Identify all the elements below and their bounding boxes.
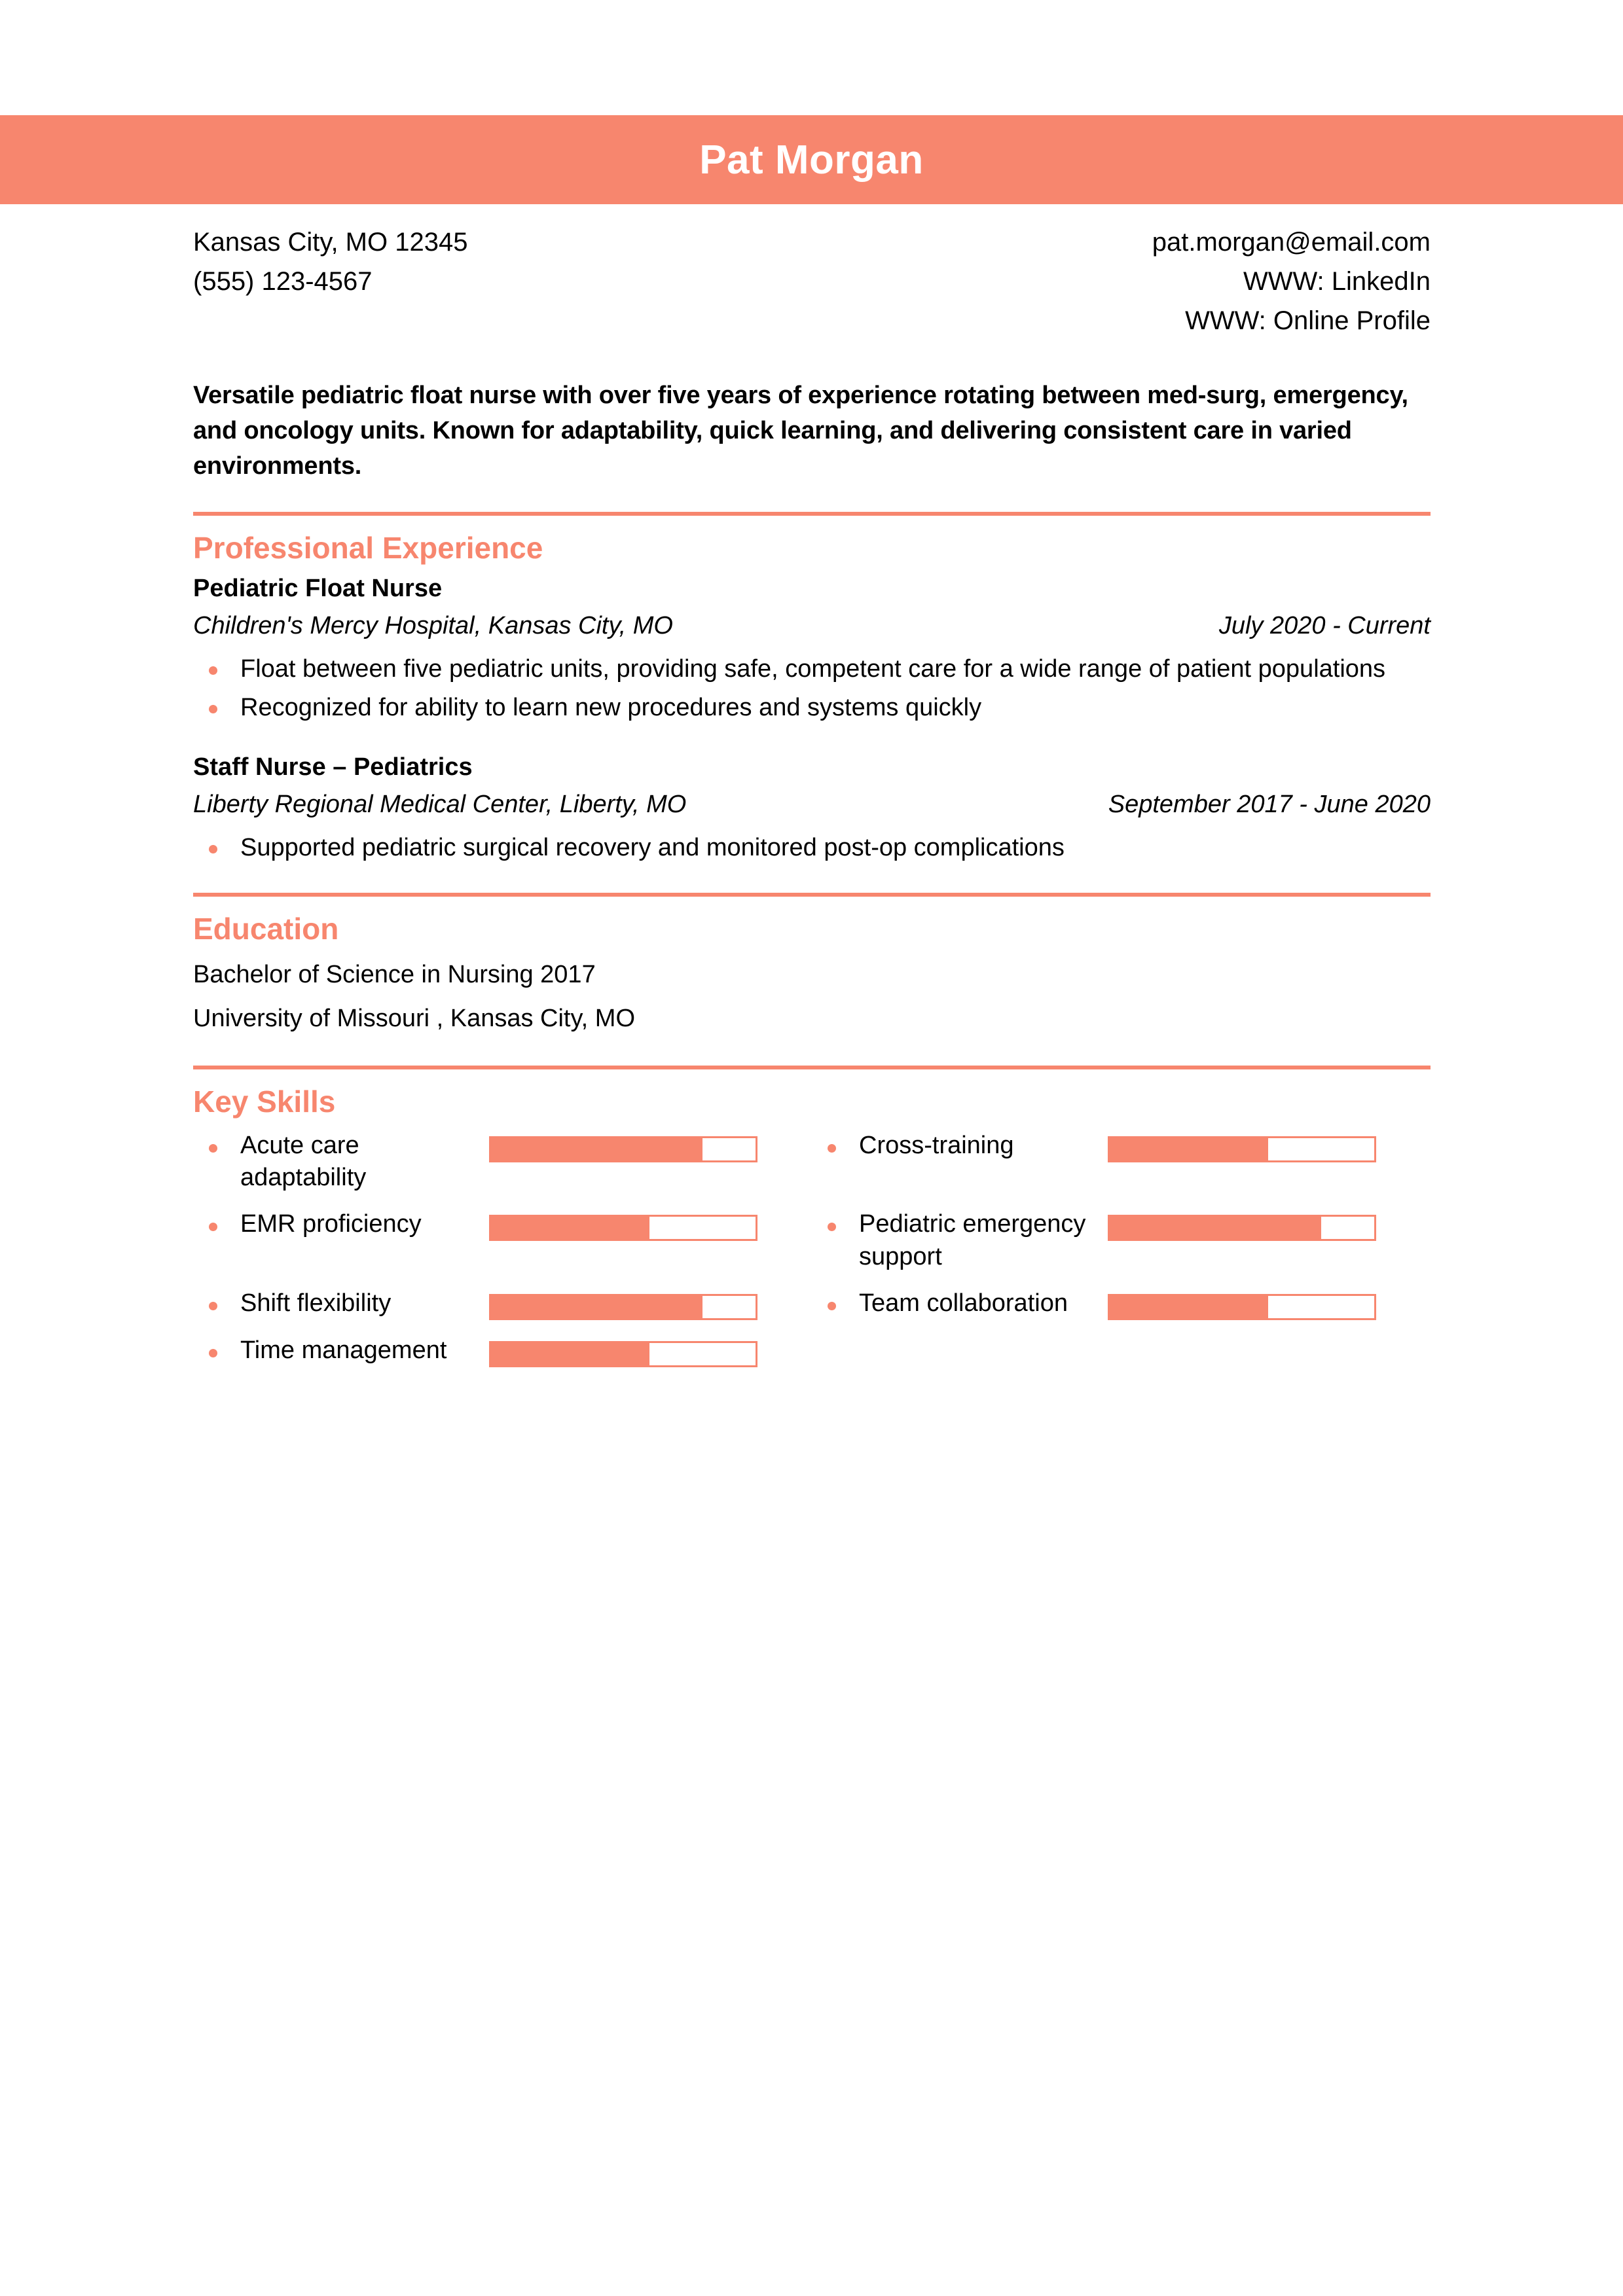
bullet-icon xyxy=(209,1302,217,1310)
bullet-icon xyxy=(209,1349,217,1357)
skill-label: EMR proficiency xyxy=(240,1210,422,1238)
resume-content xyxy=(193,223,1431,1382)
education-degree: Bachelor of Science in Nursing 2017 xyxy=(193,960,596,988)
skill-meter xyxy=(489,1136,757,1162)
job-bullet-list xyxy=(193,831,1431,865)
skill-item xyxy=(193,1208,812,1273)
skill-item xyxy=(193,1130,812,1194)
professional-summary: Versatile pediatric float nurse with over five years of experience rotating between med-surg, emergency, and oncology units. Known for adaptability, quick learning, and delivering consistent care in varied environments. xyxy=(193,382,1408,480)
section-divider-education xyxy=(193,893,1431,897)
contact-block xyxy=(193,223,1431,340)
bullet-icon xyxy=(209,1223,217,1231)
skill-label: Cross-training xyxy=(859,1131,1014,1159)
contact-right-column xyxy=(1152,223,1431,340)
skill-meter xyxy=(489,1215,757,1241)
list-item: Supported pediatric surgical recovery and monitored post-op complications xyxy=(193,831,1431,865)
contact-linkedin[interactable]: WWW: LinkedIn xyxy=(1243,267,1431,296)
spacer xyxy=(193,731,1431,753)
job-meta xyxy=(193,609,1431,643)
job-bullet-list xyxy=(193,652,1431,725)
skill-label: Time management xyxy=(240,1336,447,1365)
section-title-experience: Professional Experience xyxy=(193,530,543,565)
header-banner xyxy=(0,115,1623,204)
education-school: University of Missouri , Kansas City, MO xyxy=(193,1004,636,1032)
list-item: Recognized for ability to learn new procedures and systems quickly xyxy=(193,691,1431,725)
bullet-icon xyxy=(828,1144,836,1153)
skill-label: Shift flexibility xyxy=(240,1289,392,1318)
skill-meter xyxy=(1108,1136,1376,1162)
skill-label: Pediatric emergency support xyxy=(859,1210,1086,1270)
page-title: Pat Morgan xyxy=(699,137,924,183)
contact-left-column xyxy=(193,223,467,301)
contact-address: Kansas City, MO 12345 xyxy=(193,228,468,257)
job-title: Pediatric Float Nurse xyxy=(193,574,443,602)
skill-item xyxy=(193,1287,812,1320)
list-item: Float between five pediatric units, providing safe, competent care for a wide range of patient populations xyxy=(193,652,1431,686)
job-dates: July 2020 - Current xyxy=(1218,611,1431,639)
skill-item xyxy=(193,1335,812,1367)
section-divider-skills xyxy=(193,1066,1431,1069)
skill-label: Team collaboration xyxy=(859,1289,1068,1318)
skill-meter xyxy=(1108,1294,1376,1320)
job-meta xyxy=(193,788,1431,821)
job-title: Staff Nurse – Pediatrics xyxy=(193,753,473,781)
skill-item xyxy=(812,1287,1431,1320)
bullet-icon xyxy=(209,1144,217,1153)
skill-meter xyxy=(489,1294,757,1320)
job-dates: September 2017 - June 2020 xyxy=(1108,791,1431,819)
skill-meter xyxy=(1108,1215,1376,1241)
section-title-skills: Key Skills xyxy=(193,1084,336,1119)
bullet-icon xyxy=(828,1223,836,1231)
contact-email[interactable]: pat.morgan@email.com xyxy=(1152,228,1431,257)
contact-online-profile[interactable]: WWW: Online Profile xyxy=(1185,306,1431,335)
section-title-education: Education xyxy=(193,911,339,946)
skills-grid xyxy=(193,1130,1431,1382)
skill-item xyxy=(812,1208,1431,1273)
section-divider-experience xyxy=(193,512,1431,516)
job-employer: Children's Mercy Hospital, Kansas City, MO xyxy=(193,611,673,639)
experience-entry xyxy=(193,575,1431,725)
skill-item xyxy=(812,1130,1431,1194)
bullet-icon xyxy=(828,1302,836,1310)
contact-phone: (555) 123-4567 xyxy=(193,267,373,296)
job-employer: Liberty Regional Medical Center, Liberty, MO xyxy=(193,791,687,819)
skill-label: Acute care adaptability xyxy=(240,1131,367,1191)
skill-meter xyxy=(489,1341,757,1367)
experience-entry xyxy=(193,753,1431,865)
